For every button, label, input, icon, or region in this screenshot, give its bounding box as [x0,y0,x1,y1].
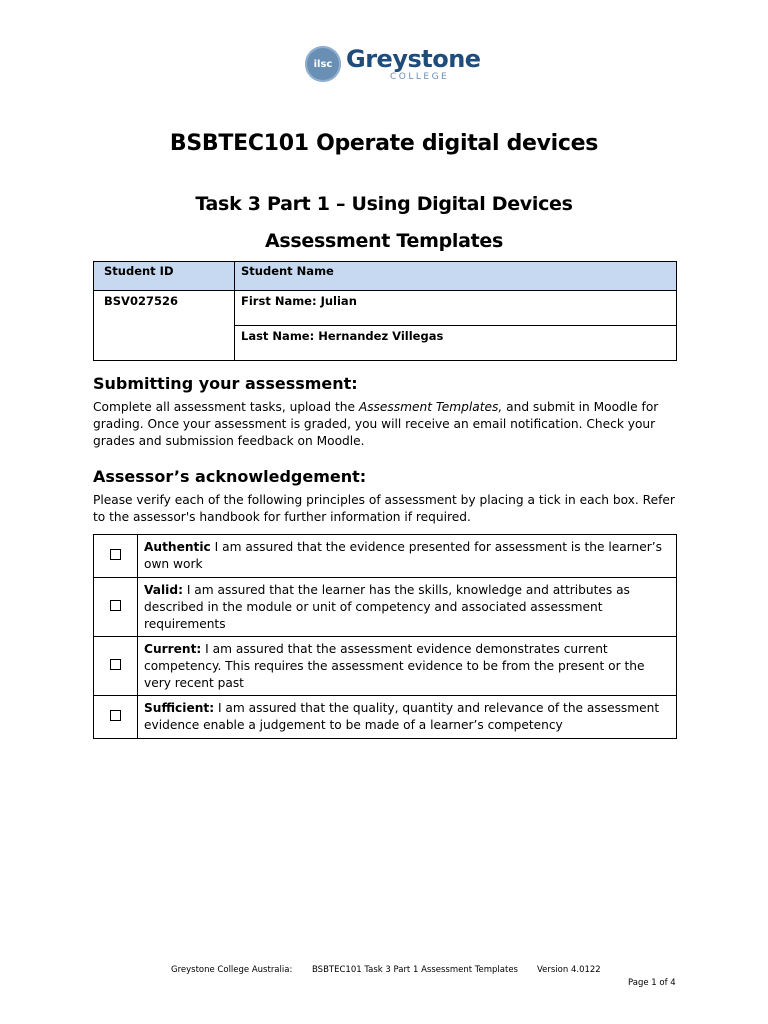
authentic-checkbox[interactable] [110,549,121,560]
footer-document-name: BSBTEC101 Task 3 Part 1 Assessment Templates [312,965,518,975]
checkbox-cell [94,637,138,696]
checkbox-cell [94,578,138,637]
task-title: Task 3 Part 1 – Using Digital Devices [195,193,573,215]
principle-text: I am assured that the quality, quantity and relevance of the assessment evidence enable a judgement to be made of a learner’s competency [144,701,660,732]
submitting-text-end: and submit in Moodle for grading. Once your assessment is graded, you will receive an email notification. Check your grades and submission feedback on Moodle. [93,400,659,448]
document-title: BSBTEC101 Operate digital devices [169,131,599,156]
submitting-heading: Submitting your assessment: [93,374,358,393]
principle-row-current [94,637,677,696]
first-name-field: First Name: Julian [235,291,677,326]
principle-term: Current: [144,642,202,656]
checkbox-cell [94,535,138,578]
principles-table [93,534,677,739]
footer-organisation: Greystone College Australia: [171,965,293,975]
principle-text: I am assured that the learner has the skills, knowledge and attributes as described in the module or unit of competency and associated assessment requirements [144,583,630,631]
current-checkbox[interactable] [110,659,121,670]
assessment-templates-emphasis: Assessment Templates, [358,400,503,414]
last-name-field: Last Name: Hernandez Villegas [235,326,677,361]
principle-row-authentic [94,535,677,578]
checkbox-cell [94,696,138,739]
greystone-logo [305,44,481,84]
templates-title: Assessment Templates [264,230,504,252]
principle-text: I am assured that the evidence presented for assessment is the learner’s own work [144,540,662,571]
principle-description [138,578,677,637]
submitting-text-start: Complete all assessment tasks, upload the [93,400,359,414]
sufficient-checkbox[interactable] [110,710,121,721]
student-table-header-row [94,262,677,291]
student-id-header: Student ID [94,262,235,291]
footer-version: Version 4.0122 [537,965,601,975]
student-table-row [94,291,677,326]
ilsc-seal-icon: ilsc [305,46,341,82]
student-id-value: BSV027526 [94,291,235,361]
logo-subtitle: COLLEGE [390,71,450,82]
acknowledgement-instructions: Please verify each of the following principles of assessment by placing a tick in each box. Refer to the assessor's handbook for further information if required. [93,493,675,524]
principle-term: Valid: [144,583,183,597]
principle-term: Authentic [144,540,211,554]
principle-row-valid [94,578,677,637]
valid-checkbox[interactable] [110,600,121,611]
principle-description [138,637,677,696]
page-number: Page 1 of 4 [628,978,676,988]
principle-description [138,535,677,578]
acknowledgement-heading: Assessor’s acknowledgement: [93,467,367,486]
principle-description [138,696,677,739]
student-details-table [93,261,677,361]
principle-text: I am assured that the assessment evidence demonstrates current competency. This requires the assessment evidence to be from the present or the very recent past [144,642,645,690]
student-name-header: Student Name [235,262,677,291]
submitting-instructions [93,399,683,450]
principle-term: Sufficient: [144,701,215,715]
logo-name: Greystone [346,44,481,73]
logo-wordmark [346,44,481,82]
principle-row-sufficient [94,696,677,739]
